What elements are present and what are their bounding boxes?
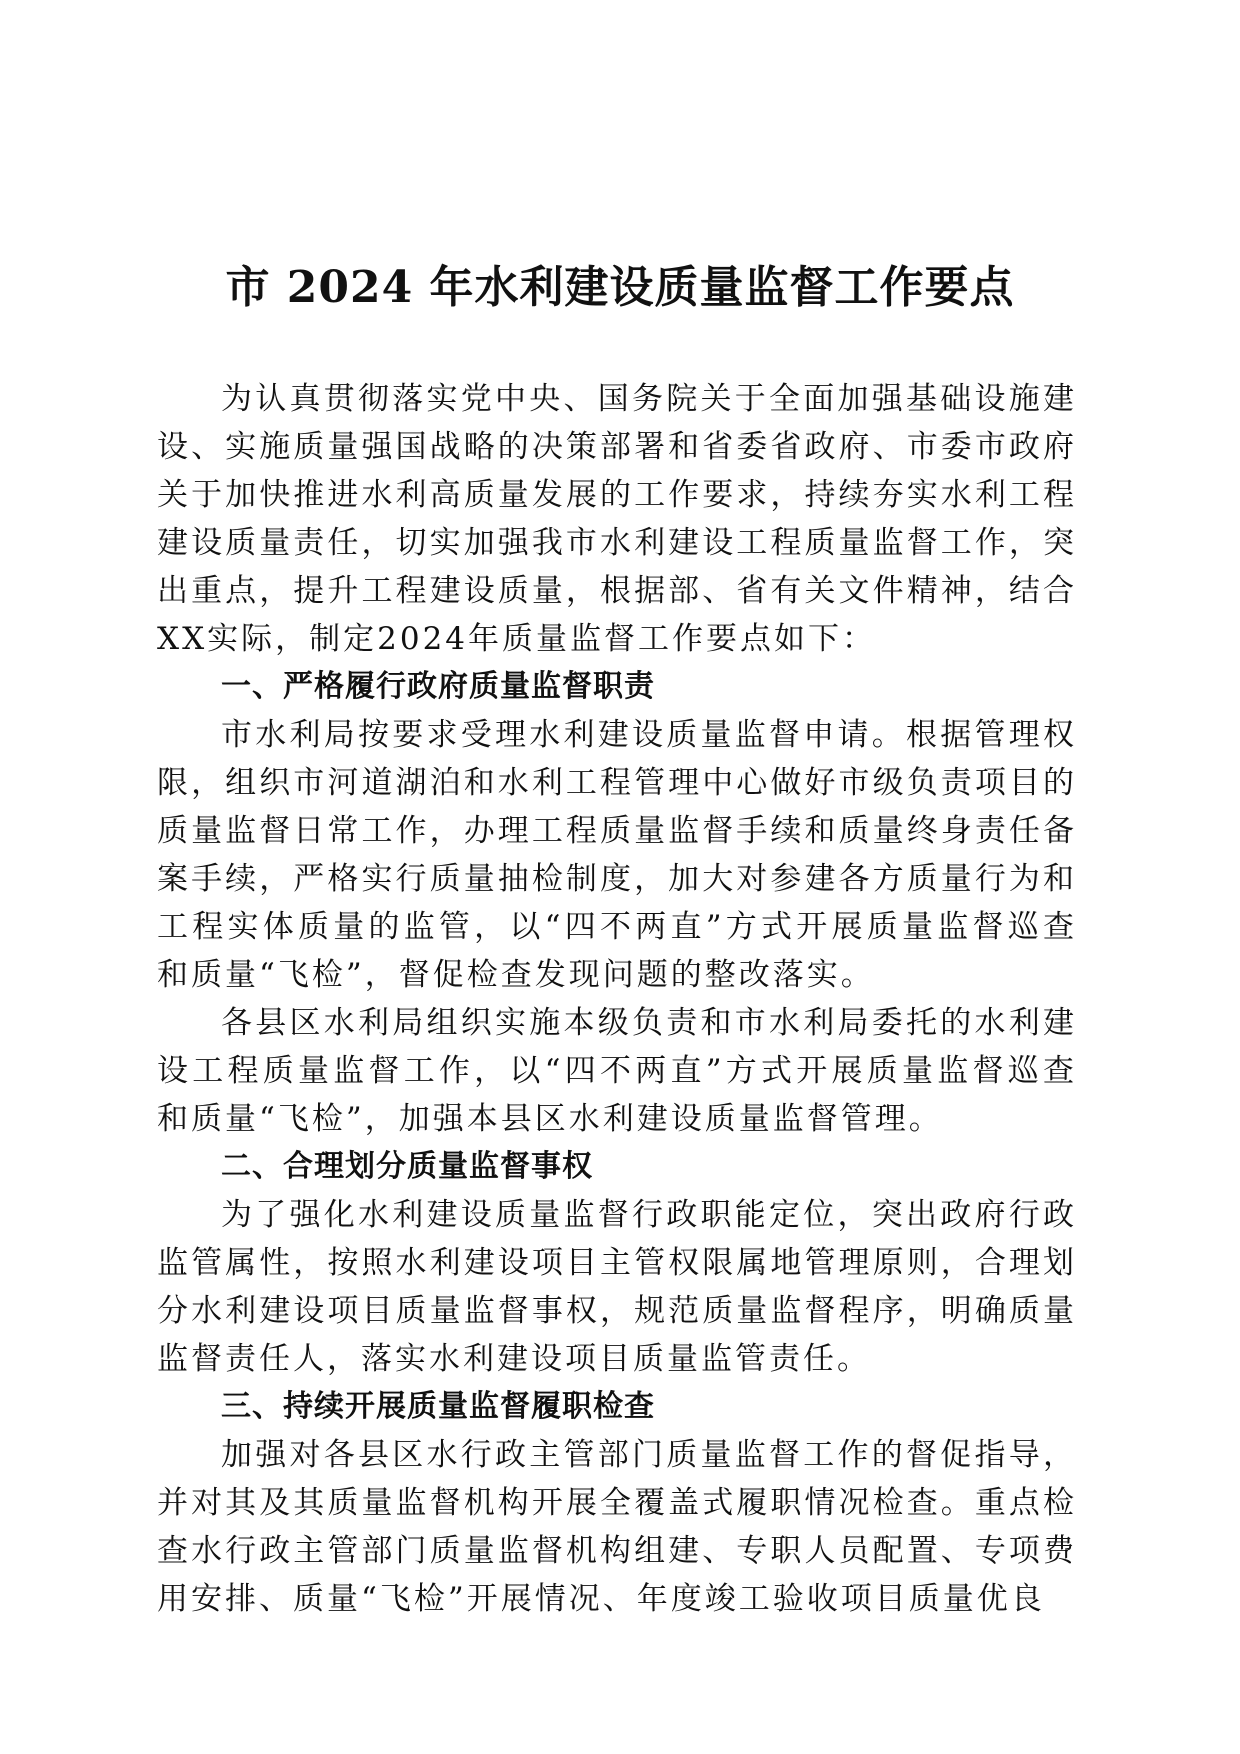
intro-paragraph: 为认真贯彻落实党中央、国务院关于全面加强基础设施建设、实施质量强国战略的决策部署和省委省政府、市委市政府关于加快推进水利高质量发展的工作要求，持续夯实水利工程建设质量责任，切实加强我市水利建设工程质量监督工作，突出重点，提升工程建设质量，根据部、省有关文件精神，结合XX实际，制定2024年质量监督工作要点如下：	[157, 381, 1077, 657]
section-1-paragraph-2: 各县区水利局组织实施本级负责和市水利局委托的水利建设工程质量监督工作，以“四不两直”方式开展质量监督巡查和质量“飞检”，加强本县区水利建设质量监督管理。	[157, 1005, 1077, 1137]
document-title: 市 2024 年水利建设质量监督工作要点	[225, 262, 1015, 313]
section-2-paragraph-1: 为了强化水利建设质量监督行政职能定位，突出政府行政监管属性，按照水利建设项目主管权限属地管理原则，合理划分水利建设项目质量监督事权，规范质量监督程序，明确质量监督责任人，落实水利建设项目质量监管责任。	[157, 1197, 1077, 1377]
document-body	[157, 375, 1077, 1623]
section-3-paragraph-1: 加强对各县区水行政主管部门质量监督工作的督促指导，并对其及其质量监督机构开展全覆盖式履职情况检查。重点检查水行政主管部门质量监督机构组建、专职人员配置、专项费用安排、质量“飞检”开展情况、年度竣工验收项目质量优良	[157, 1437, 1077, 1617]
section-1-heading: 一、严格履行政府质量监督职责	[221, 669, 655, 704]
section-1-paragraph-1: 市水利局按要求受理水利建设质量监督申请。根据管理权限，组织市河道湖泊和水利工程管理中心做好市级负责项目的质量监督日常工作，办理工程质量监督手续和质量终身责任备案手续，严格实行质量抽检制度，加大对参建各方质量行为和工程实体质量的监管，以“四不两直”方式开展质量监督巡查和质量“飞检”，督促检查发现问题的整改落实。	[157, 717, 1077, 993]
section-2-heading: 二、合理划分质量监督事权	[221, 1149, 593, 1184]
section-3-heading: 三、持续开展质量监督履职检查	[221, 1389, 655, 1424]
